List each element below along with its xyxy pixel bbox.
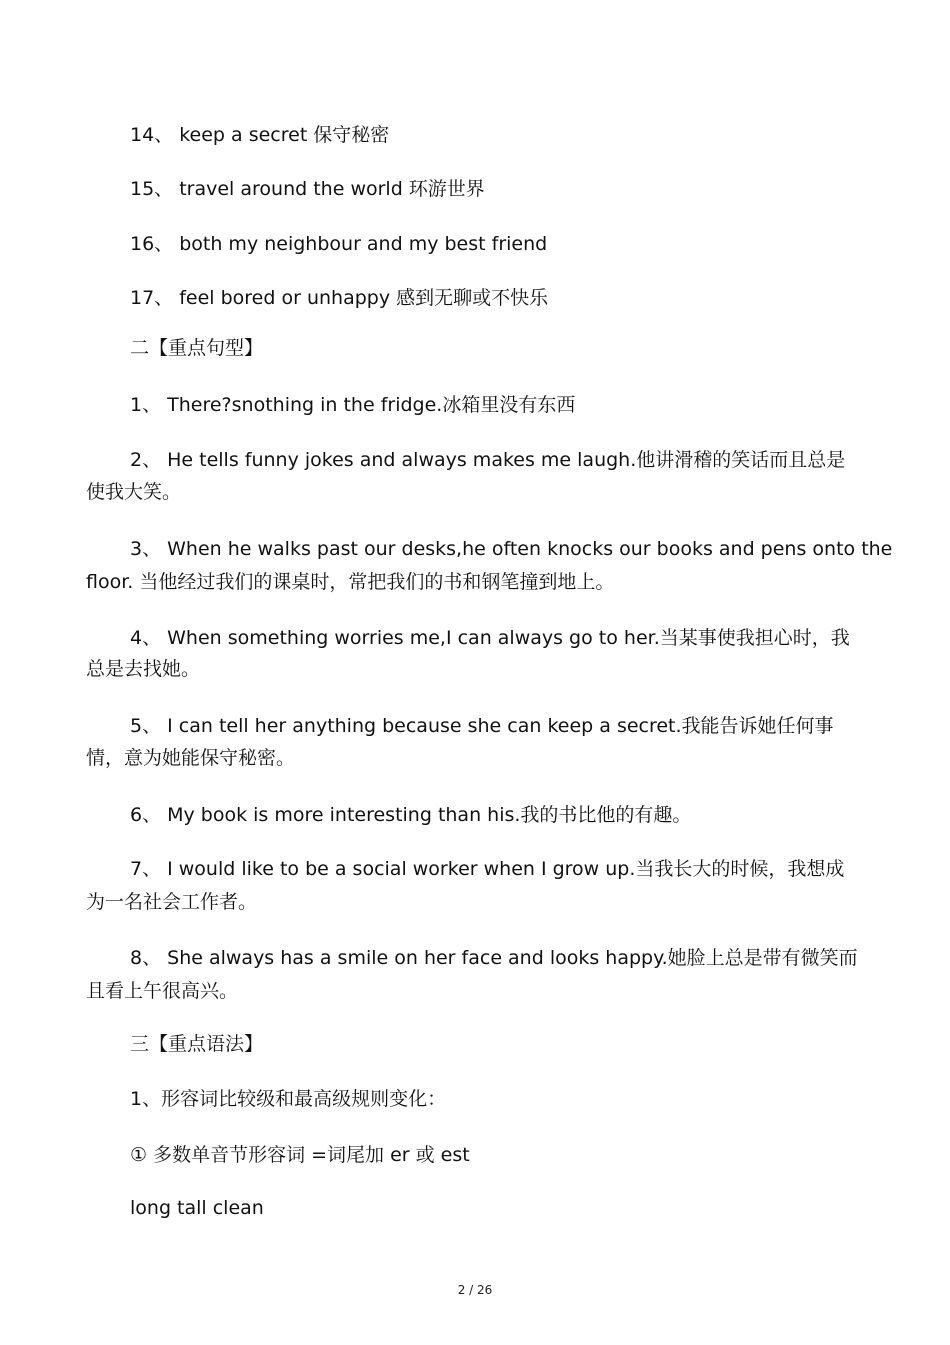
section-heading-key-grammar: 三【重点语法】 xyxy=(130,1033,264,1055)
sentence-3-line-2: floor. 当他经过我们的课桌时，常把我们的书和钢笔撞到地上。 xyxy=(86,571,615,593)
phrase-16: 16、 both my neighbour and my best friend xyxy=(130,233,548,255)
sentence-8-line-2: 且看上午很高兴。 xyxy=(86,980,239,1002)
sentence-1: 1、 There?snothing in the fridge.冰箱里没有东西 xyxy=(130,394,576,416)
sentence-5-line-2: 情，意为她能保守秘密。 xyxy=(86,747,296,769)
sentence-8-line-1: 8、 She always has a smile on her face and looks happy.她脸上总是带有微笑而 xyxy=(130,947,858,969)
phrase-15: 15、 travel around the world 环游世界 xyxy=(130,178,485,200)
sentence-7-line-1: 7、 I would like to be a social worker when I grow up.当我长大的时候，我想成 xyxy=(130,858,845,880)
sentence-3-line-1: 3、 When he walks past our desks,he often knocks our books and pens onto the xyxy=(130,538,893,560)
sentence-2-line-2: 使我大笑。 xyxy=(86,481,182,503)
section-heading-key-sentences: 二【重点句型】 xyxy=(130,337,264,359)
grammar-examples: long tall clean xyxy=(130,1197,264,1219)
sentence-5-line-1: 5、 I can tell her anything because she can keep a secret.我能告诉她任何事 xyxy=(130,715,834,737)
grammar-rule-1: ① 多数单音节形容词 =词尾加 er 或 est xyxy=(130,1144,470,1166)
sentence-4-line-1: 4、 When something worries me,I can always go to her.当某事使我担心时，我 xyxy=(130,627,850,649)
sentence-2-line-1: 2、 He tells funny jokes and always makes me laugh.他讲滑稽的笑话而且总是 xyxy=(130,449,846,471)
phrase-14: 14、 keep a secret 保守秘密 xyxy=(130,124,390,146)
sentence-6: 6、 My book is more interesting than his.我的书比他的有趣。 xyxy=(130,804,692,826)
page-number: 2 / 26 xyxy=(457,1283,493,1297)
phrase-17: 17、 feel bored or unhappy 感到无聊或不快乐 xyxy=(130,287,549,309)
sentence-4-line-2: 总是去找她。 xyxy=(86,658,201,680)
grammar-point-1: 1、形容词比较级和最高级规则变化： xyxy=(130,1088,447,1110)
sentence-7-line-2: 为一名社会工作者。 xyxy=(86,891,258,913)
